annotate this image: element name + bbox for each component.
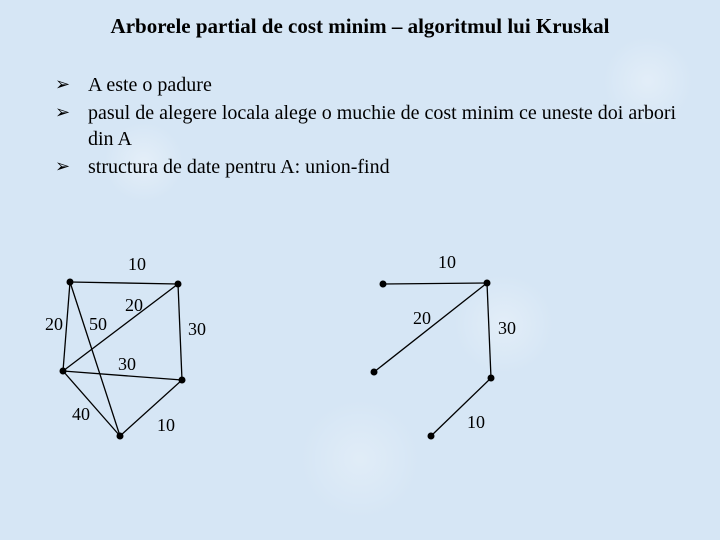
edge-label: 50 — [89, 314, 107, 334]
arrow-bullet-icon: ➢ — [55, 74, 71, 95]
bullet-text: structura de date pentru A: union-find — [88, 156, 390, 178]
edge-label: 30 — [188, 319, 206, 339]
bullet-text: pasul de alegere locala alege o muchie de cost minim ce uneste doi arbori din A — [88, 102, 677, 150]
edge-label: 40 — [72, 404, 90, 424]
edge-label: 10 — [157, 415, 175, 435]
node — [484, 280, 491, 287]
edge-top — [383, 283, 487, 284]
node — [67, 279, 74, 286]
edge-label: 20 — [413, 308, 431, 328]
edge-label: 30 — [498, 318, 516, 338]
edge-label: 10 — [467, 412, 485, 432]
bullet-text: A este o padure — [88, 74, 212, 96]
edge-label: 10 — [438, 252, 456, 272]
edge-right — [178, 284, 182, 380]
graph-forest-labels — [413, 252, 516, 432]
edge-left — [63, 282, 70, 371]
edge-right — [487, 283, 491, 378]
node — [175, 281, 182, 288]
node — [60, 368, 67, 375]
slide-title: Arborele partial de cost minim – algoritmul lui Kruskal — [110, 14, 610, 38]
node — [179, 377, 186, 384]
edge-label: 20 — [45, 314, 63, 334]
node — [428, 433, 435, 440]
node — [371, 369, 378, 376]
node — [117, 433, 124, 440]
edge-label: 20 — [125, 295, 143, 315]
node — [380, 281, 387, 288]
arrow-bullet-icon: ➢ — [55, 156, 71, 177]
edge-label: 10 — [128, 254, 146, 274]
node — [488, 375, 495, 382]
edge-label: 30 — [118, 354, 136, 374]
edge-top — [70, 282, 178, 284]
arrow-bullet-icon: ➢ — [55, 102, 71, 123]
